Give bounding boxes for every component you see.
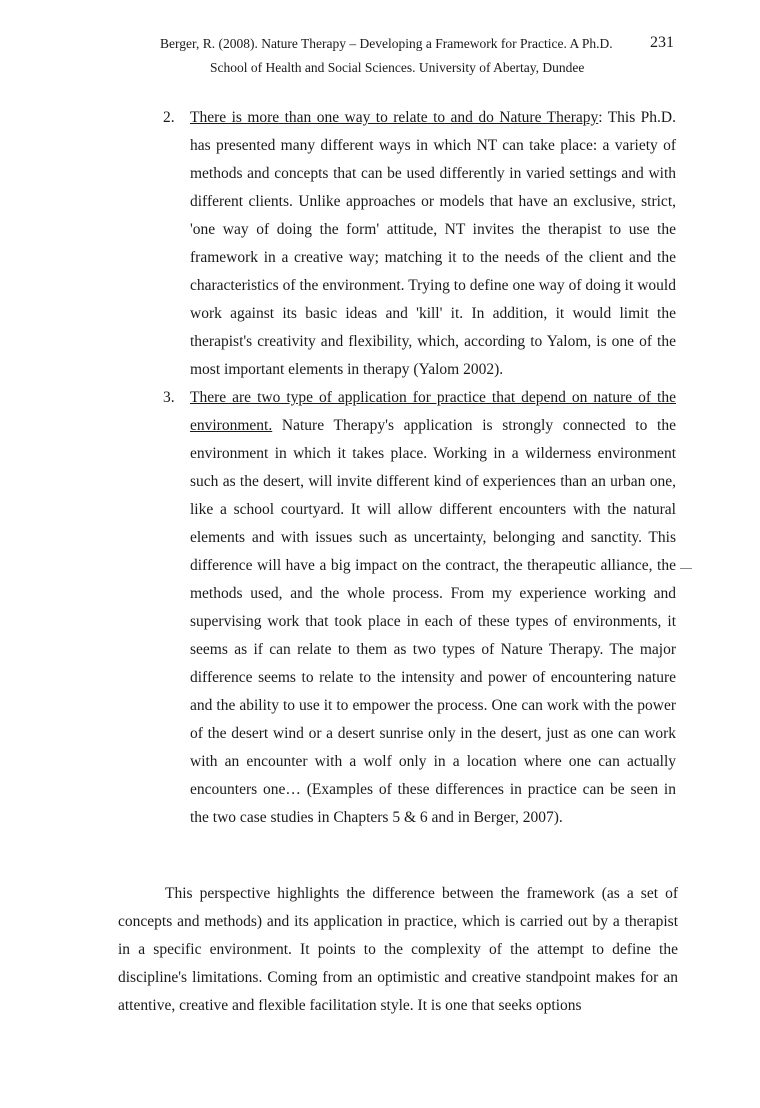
list-item-text: This Ph.D. has presented many different ways in which NT can take place: a variety of methods and concepts that can be used differently in varied settings and with different clients. Unlike approaches or models that have an exclusive, strict, 'one way of doing the form' attitude, NT invites the therapist to use the framework in a creative way; matching it to the needs of the client and the characteristics of the environment. Trying to define one way of doing it would work against its basic ideas and 'kill' it. In addition, it would limit the therapist's creativity and flexibility, which, according to Yalom, is one of the most important elements in therapy (Yalom 2002).: [190, 109, 676, 378]
body-paragraph: This perspective highlights the difference between the framework (as a set of concepts and methods) and its application in practice, which is carried out by a therapist in a specific environment. It points to the complexity of the attempt to define the discipline's limitations. Coming from an optimistic and creative standpoint makes for an attentive, creative and flexible facilitation style. It is one that seeks options: [118, 885, 678, 1014]
list-item-3: [0, 384, 760, 832]
list-item-lead: There are two type of application for practice that depend on nature of the environment.: [190, 389, 676, 434]
running-header-citation: Berger, R. (2008). Nature Therapy – Developing a Framework for Practice. A Ph.D.: [160, 36, 613, 51]
list-item-body: [190, 104, 676, 384]
list-item-body: [190, 384, 676, 832]
page-number: 231: [650, 34, 674, 51]
scan-artifact-mark: [680, 568, 692, 569]
running-header-institution: School of Health and Social Sciences. University of Abertay, Dundee: [210, 60, 585, 75]
list-item-lead-separator: [272, 417, 282, 434]
list-item-lead: There is more than one way to relate to and do Nature Therapy: [190, 109, 599, 126]
list-item-lead-separator: :: [598, 109, 608, 126]
list-item-text: Nature Therapy's application is strongly connected to the environment in which it takes place. Working in a wilderness environment such as the desert, will invite different kind of experiences than an urban one, like a school courtyard. It will allow different encounters with the natural elements and with issues such as uncertainty, belonging and sanctity. This difference will have a big impact on the contract, the therapeutic alliance, the methods used, and the whole process. From my experience working and supervising work that took place in each of these types of environments, it seems as if can relate to them as two types of Nature Therapy. The major difference seems to relate to the intensity and power of encountering nature and the ability to use it to empower the process. One can work with the power of the desert wind or a desert sunrise only in the desert, just as one can work with an encounter with a wolf only in a location where one can actually encounters one… (Examples of these differences in practice can be seen in the two case studies in Chapters 5 & 6 and in Berger, 2007).: [190, 417, 676, 826]
numbered-list: [0, 104, 760, 832]
list-item-number: 3.: [163, 389, 175, 406]
list-item-2: [0, 104, 760, 384]
list-item-number: 2.: [163, 109, 175, 126]
